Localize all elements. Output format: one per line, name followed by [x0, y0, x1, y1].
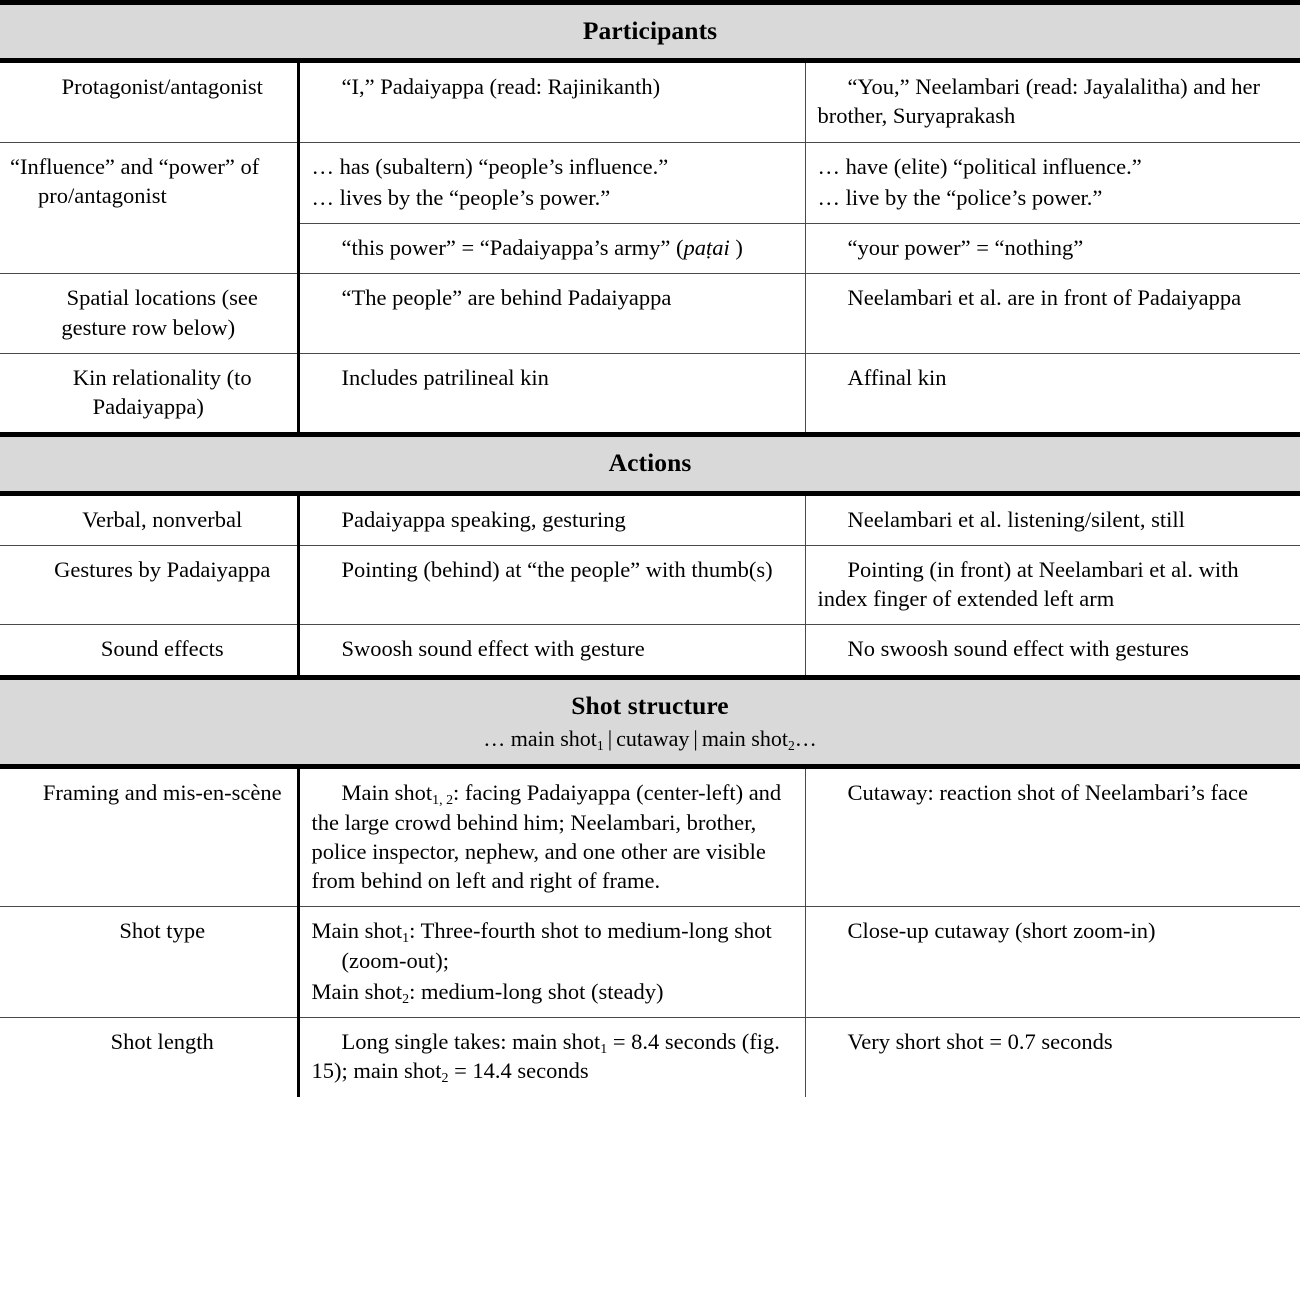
row-label-text: Framing and mis-en-scène	[42, 780, 282, 806]
cell-influence-mid	[298, 142, 805, 224]
row-label-text: Verbal, nonverbal	[82, 506, 243, 532]
cell-text-pre: “this power” = “Padaiyappa’s army” (	[341, 235, 684, 261]
cell-spatial-right	[805, 274, 1300, 354]
subtitle-sep-1: |	[607, 725, 613, 751]
section-title: Actions	[608, 448, 692, 478]
table-row	[0, 625, 1300, 677]
cell-shot-type-mid	[298, 907, 805, 1018]
cell-this-power-mid	[298, 224, 805, 274]
cell-text-post: = 14.4 seconds	[448, 1058, 589, 1084]
cell-text-post: )	[729, 235, 743, 261]
row-label-text: Gestures by Padaiyappa	[54, 556, 271, 582]
row-label-kin-relationality	[0, 353, 298, 435]
row-label-text: Shot length	[110, 1029, 214, 1055]
subtitle-tail: …	[794, 725, 817, 751]
cell-text: Pointing (in front) at Neelambari et al. with index finger of extended left arm	[817, 556, 1239, 612]
subtitle-part-c: main shot	[701, 725, 788, 751]
row-label-sound-effects	[0, 625, 298, 677]
row-label-framing-mise-en-scene	[0, 767, 298, 907]
cell-subscript: 1	[402, 931, 410, 947]
cell-text-mid: = 8.4 seconds (fig. 15); main shot	[311, 1029, 780, 1084]
row-label-text: Shot type	[119, 918, 206, 944]
subtitle-sep-2: |	[693, 725, 698, 751]
cell-text: Cutaway: reaction shot of Neelambari’s face	[847, 780, 1248, 806]
cell-sound-mid	[298, 625, 805, 677]
cell-your-power-right	[805, 224, 1300, 274]
cell-text	[312, 235, 743, 260]
cell-gestures-mid	[298, 545, 805, 625]
cell-influence-right	[805, 142, 1300, 224]
cell-sound-right	[805, 625, 1300, 677]
cell-text-line: … live by the “police’s power.”	[817, 184, 1103, 210]
row-label-text: Kin relationality (to Padaiyappa)	[72, 364, 252, 420]
cell-text	[311, 1029, 780, 1087]
subtitle-sub-2: 2	[787, 737, 795, 753]
cell-subscript: 2	[402, 991, 410, 1007]
cell-text	[312, 780, 782, 893]
cell-framing-right	[805, 767, 1300, 907]
row-label-text: Protagonist/antagonist	[61, 74, 263, 100]
cell-text-pre: Main shot	[311, 978, 403, 1004]
cell-text-post: : facing Padaiyappa (center-left) and the large crowd behind him; Neelambari, brother, police inspector, nephew, and one other are visible from behind on left and right of frame.	[311, 780, 782, 894]
section-title: Shot structure	[571, 690, 729, 720]
cell-text-line: … has (subaltern) “people’s influence.”	[311, 153, 669, 179]
cell-text-pre: Main shot	[341, 780, 433, 806]
cell-shot-length-right	[805, 1018, 1300, 1097]
cell-text: Close-up cutaway (short zoom-in)	[847, 918, 1156, 944]
cell-text: Swoosh sound effect with gesture	[341, 636, 645, 662]
row-label-shot-type	[0, 907, 298, 1018]
table-row	[0, 61, 1300, 143]
cell-text: Affinal kin	[847, 364, 947, 390]
cell-text: Neelambari et al. listening/silent, still	[847, 506, 1185, 532]
cell-text-line	[312, 916, 793, 975]
cell-subscript: 1, 2	[432, 793, 454, 809]
section-banner-participants	[0, 3, 1300, 61]
section-title: Participants	[582, 16, 718, 45]
subtitle-sub-1: 1	[596, 737, 604, 753]
cell-verbal-mid	[298, 493, 805, 545]
banner-cell	[0, 435, 1300, 493]
row-label-protagonist-antagonist	[0, 61, 298, 143]
cell-kin-mid	[298, 353, 805, 435]
table-row	[0, 493, 1300, 545]
cell-text: “The people” are behind Padaiyappa	[341, 285, 672, 311]
cell-text-pre: Main shot	[311, 918, 403, 944]
cell-text-line: … lives by the “people’s power.”	[311, 184, 611, 210]
table-row	[0, 142, 1300, 224]
cell-framing-mid	[298, 767, 805, 907]
cell-text-pre: Long single takes: main shot	[341, 1029, 601, 1055]
cell-text-post: : Three-fourth shot to medium-long shot (zoom-out);	[341, 918, 772, 973]
row-label-gestures	[0, 545, 298, 625]
row-label-text: “Influence” and “power” of pro/antagonist	[10, 153, 260, 208]
cell-spatial-mid	[298, 274, 805, 354]
cell-text: Neelambari et al. are in front of Padaiyappa	[847, 285, 1242, 311]
cell-text-line: … have (elite) “political influence.”	[817, 153, 1142, 179]
row-label-text: Sound effects	[100, 636, 224, 662]
subtitle-part-a: … main shot	[483, 725, 597, 751]
cell-shot-type-right	[805, 907, 1300, 1018]
cell-protagonist-right	[805, 61, 1300, 143]
section-banner-actions	[0, 435, 1300, 493]
cell-text-line	[312, 977, 793, 1006]
cell-subscript-1: 1	[600, 1041, 608, 1057]
row-label-text: Spatial locations (see gesture row below)	[61, 285, 258, 340]
cell-verbal-right	[805, 493, 1300, 545]
cell-protagonist-mid	[298, 61, 805, 143]
cell-kin-right	[805, 353, 1300, 435]
banner-cell	[0, 677, 1300, 767]
banner-cell	[0, 3, 1300, 61]
cell-text: No swoosh sound effect with gestures	[847, 636, 1189, 662]
row-label-verbal-nonverbal	[0, 493, 298, 545]
table-row	[0, 545, 1300, 625]
table-row	[0, 767, 1300, 907]
table-row	[0, 274, 1300, 354]
subtitle-part-b: cutaway	[616, 725, 690, 751]
section-banner-shot-structure	[0, 677, 1300, 767]
cell-text: Padaiyappa speaking, gesturing	[341, 506, 626, 532]
cell-text-post: : medium-long shot (steady)	[409, 978, 664, 1004]
row-label-shot-length	[0, 1018, 298, 1097]
cell-subscript-2: 2	[441, 1071, 449, 1087]
cell-text-italic: paṭai	[683, 235, 730, 261]
table-row	[0, 353, 1300, 435]
cell-text: “I,” Padaiyappa (read: Rajinikanth)	[341, 74, 661, 100]
row-label-influence-power	[0, 142, 298, 274]
cell-text: Very short shot = 0.7 seconds	[847, 1029, 1113, 1055]
row-label-spatial-locations	[0, 274, 298, 354]
table-row	[0, 907, 1300, 1018]
cell-text: Pointing (behind) at “the people” with thumb(s)	[341, 556, 773, 582]
section-subtitle	[6, 725, 1294, 754]
cell-gestures-right	[805, 545, 1300, 625]
table-row	[0, 1018, 1300, 1097]
cell-text: “your power” = “nothing”	[847, 235, 1084, 261]
cell-shot-length-mid	[298, 1018, 805, 1097]
cell-text: Includes patrilineal kin	[341, 364, 549, 390]
cell-text: “You,” Neelambari (read: Jayalalitha) and her brother, Suryaprakash	[817, 74, 1261, 129]
